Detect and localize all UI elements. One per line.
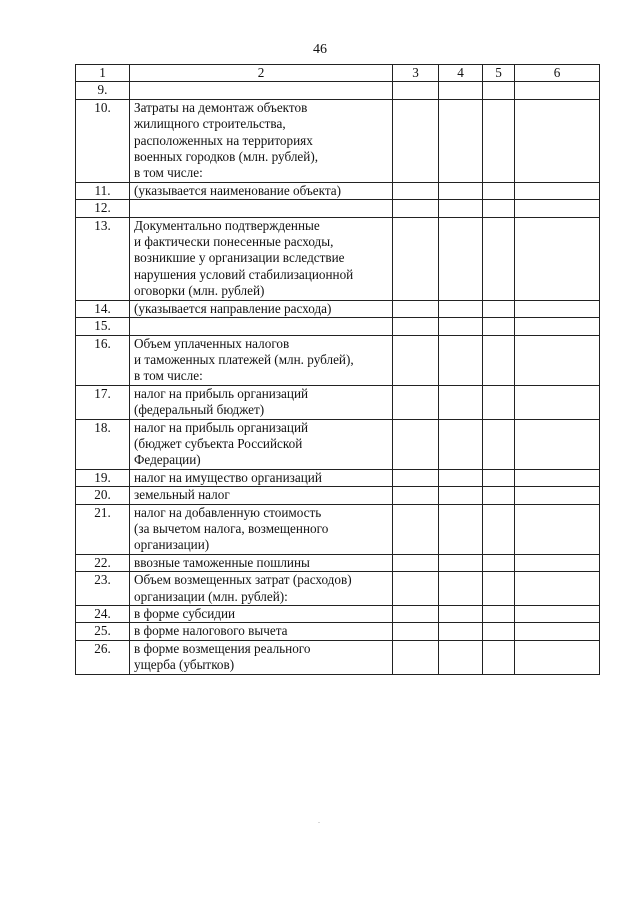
column-header-4: 4	[439, 65, 483, 82]
row-value-cell-col-6	[515, 82, 600, 99]
table-row	[76, 217, 600, 300]
row-value-cell-col-5	[483, 200, 515, 217]
table-body	[76, 82, 600, 674]
row-number: 9.	[76, 82, 130, 99]
row-value-cell-col-3	[393, 300, 439, 317]
row-number: 10.	[76, 99, 130, 182]
row-value-cell-col-5	[483, 572, 515, 606]
row-value-cell-col-4	[439, 182, 483, 199]
column-header-3: 3	[393, 65, 439, 82]
table-row	[76, 300, 600, 317]
row-description: Документально подтвержденные и фактически понесенные расходы, возникшие у организации вследствие нарушения условий стабилизационной оговорки (млн. рублей)	[130, 217, 393, 300]
row-value-cell-col-3	[393, 82, 439, 99]
row-value-cell-col-4	[439, 572, 483, 606]
row-value-cell-col-3	[393, 419, 439, 469]
row-value-cell-col-4	[439, 200, 483, 217]
row-value-cell-col-3	[393, 504, 439, 554]
row-value-cell-col-3	[393, 623, 439, 640]
row-number: 26.	[76, 640, 130, 674]
row-value-cell-col-4	[439, 82, 483, 99]
row-value-cell-col-4	[439, 606, 483, 623]
row-description: налог на прибыль организаций (бюджет субъекта Российской Федерации)	[130, 419, 393, 469]
row-number: 19.	[76, 469, 130, 486]
row-number: 16.	[76, 335, 130, 385]
row-number: 13.	[76, 217, 130, 300]
row-value-cell-col-5	[483, 182, 515, 199]
row-value-cell-col-3	[393, 217, 439, 300]
scan-speck	[318, 822, 320, 823]
row-description: Объем возмещенных затрат (расходов) организации (млн. рублей):	[130, 572, 393, 606]
row-value-cell-col-3	[393, 385, 439, 419]
row-description: (указывается наименование объекта)	[130, 182, 393, 199]
row-value-cell-col-6	[515, 469, 600, 486]
row-value-cell-col-3	[393, 469, 439, 486]
row-number: 17.	[76, 385, 130, 419]
row-value-cell-col-5	[483, 504, 515, 554]
row-value-cell-col-5	[483, 318, 515, 335]
report-form-table	[75, 64, 600, 675]
row-number: 20.	[76, 487, 130, 504]
row-number: 22.	[76, 554, 130, 571]
row-value-cell-col-5	[483, 99, 515, 182]
table-row	[76, 554, 600, 571]
row-value-cell-col-3	[393, 99, 439, 182]
row-value-cell-col-6	[515, 487, 600, 504]
table-row	[76, 200, 600, 217]
row-description: Затраты на демонтаж объектов жилищного строительства, расположенных на территориях военных городков (млн. рублей), в том числе:	[130, 99, 393, 182]
row-value-cell-col-3	[393, 606, 439, 623]
table-row	[76, 318, 600, 335]
row-value-cell-col-3	[393, 200, 439, 217]
table-row	[76, 504, 600, 554]
row-number: 21.	[76, 504, 130, 554]
row-value-cell-col-5	[483, 606, 515, 623]
column-header-5: 5	[483, 65, 515, 82]
row-description: налог на имущество организаций	[130, 469, 393, 486]
row-value-cell-col-3	[393, 318, 439, 335]
row-number: 24.	[76, 606, 130, 623]
table-row	[76, 623, 600, 640]
row-value-cell-col-6	[515, 200, 600, 217]
table-header-row	[76, 65, 600, 82]
row-number: 14.	[76, 300, 130, 317]
row-value-cell-col-6	[515, 300, 600, 317]
table-row	[76, 99, 600, 182]
row-number: 25.	[76, 623, 130, 640]
column-header-6: 6	[515, 65, 600, 82]
row-value-cell-col-4	[439, 469, 483, 486]
row-value-cell-col-5	[483, 385, 515, 419]
row-value-cell-col-4	[439, 217, 483, 300]
row-value-cell-col-5	[483, 217, 515, 300]
row-description	[130, 200, 393, 217]
row-value-cell-col-6	[515, 335, 600, 385]
row-value-cell-col-6	[515, 419, 600, 469]
row-value-cell-col-4	[439, 385, 483, 419]
row-value-cell-col-4	[439, 640, 483, 674]
row-number: 23.	[76, 572, 130, 606]
row-value-cell-col-4	[439, 300, 483, 317]
row-value-cell-col-6	[515, 572, 600, 606]
row-value-cell-col-6	[515, 318, 600, 335]
table-row	[76, 572, 600, 606]
table-row	[76, 469, 600, 486]
row-value-cell-col-3	[393, 572, 439, 606]
row-description: земельный налог	[130, 487, 393, 504]
row-value-cell-col-4	[439, 99, 483, 182]
table-row	[76, 606, 600, 623]
row-value-cell-col-3	[393, 554, 439, 571]
row-value-cell-col-3	[393, 182, 439, 199]
row-value-cell-col-5	[483, 640, 515, 674]
row-description	[130, 318, 393, 335]
column-header-2: 2	[130, 65, 393, 82]
row-value-cell-col-3	[393, 487, 439, 504]
table-row	[76, 385, 600, 419]
row-value-cell-col-6	[515, 623, 600, 640]
row-description: в форме налогового вычета	[130, 623, 393, 640]
row-value-cell-col-3	[393, 640, 439, 674]
row-number: 15.	[76, 318, 130, 335]
row-value-cell-col-5	[483, 554, 515, 571]
row-value-cell-col-6	[515, 640, 600, 674]
row-value-cell-col-5	[483, 487, 515, 504]
row-description: ввозные таможенные пошлины	[130, 554, 393, 571]
row-description: в форме возмещения реального ущерба (убытков)	[130, 640, 393, 674]
row-value-cell-col-6	[515, 385, 600, 419]
row-value-cell-col-6	[515, 182, 600, 199]
table-row	[76, 335, 600, 385]
table-row	[76, 640, 600, 674]
row-value-cell-col-4	[439, 318, 483, 335]
table-row	[76, 182, 600, 199]
table-row	[76, 82, 600, 99]
row-number: 11.	[76, 182, 130, 199]
row-description: Объем уплаченных налогов и таможенных платежей (млн. рублей), в том числе:	[130, 335, 393, 385]
row-value-cell-col-6	[515, 504, 600, 554]
row-description: налог на добавленную стоимость (за вычетом налога, возмещенного организации)	[130, 504, 393, 554]
row-value-cell-col-4	[439, 335, 483, 385]
row-value-cell-col-6	[515, 99, 600, 182]
row-value-cell-col-4	[439, 554, 483, 571]
row-value-cell-col-6	[515, 554, 600, 571]
row-value-cell-col-3	[393, 335, 439, 385]
row-number: 12.	[76, 200, 130, 217]
table-row	[76, 487, 600, 504]
row-value-cell-col-5	[483, 469, 515, 486]
row-value-cell-col-4	[439, 504, 483, 554]
row-description: в форме субсидии	[130, 606, 393, 623]
page-number: 46	[313, 42, 327, 57]
row-value-cell-col-5	[483, 623, 515, 640]
row-number: 18.	[76, 419, 130, 469]
row-value-cell-col-4	[439, 623, 483, 640]
row-value-cell-col-5	[483, 419, 515, 469]
row-value-cell-col-5	[483, 300, 515, 317]
row-value-cell-col-4	[439, 487, 483, 504]
row-description	[130, 82, 393, 99]
row-description: налог на прибыль организаций (федеральный бюджет)	[130, 385, 393, 419]
table-row	[76, 419, 600, 469]
row-value-cell-col-6	[515, 606, 600, 623]
row-description: (указывается направление расхода)	[130, 300, 393, 317]
row-value-cell-col-4	[439, 419, 483, 469]
row-value-cell-col-6	[515, 217, 600, 300]
row-value-cell-col-5	[483, 335, 515, 385]
row-value-cell-col-5	[483, 82, 515, 99]
column-header-1: 1	[76, 65, 130, 82]
